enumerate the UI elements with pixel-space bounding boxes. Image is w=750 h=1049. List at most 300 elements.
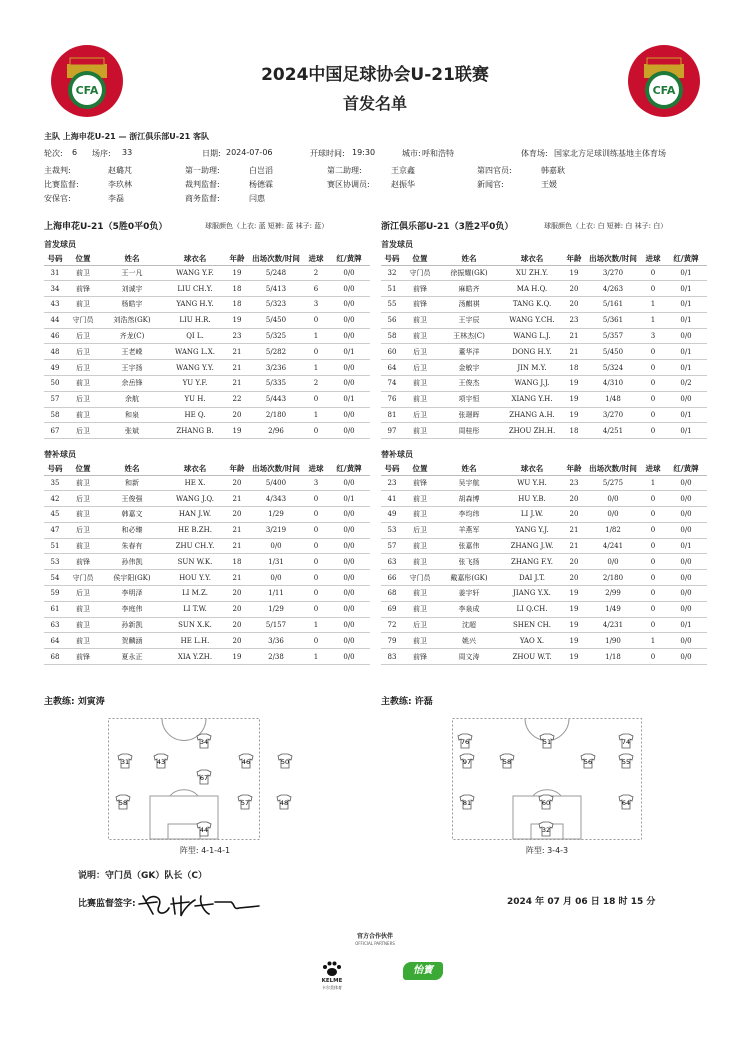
kelme-paw-icon [322,961,342,977]
table-cell: 前卫 [403,423,437,439]
table-cell: 后卫 [403,522,437,538]
player-number: 58 [502,758,512,766]
date-label: 日期: [202,149,221,158]
table-cell: 徐振耀(GK) [437,265,501,281]
column-header: 球衣名 [501,462,563,475]
table-cell: 5/325 [248,328,304,344]
table-cell: 5/275 [585,475,641,491]
table-cell: 56 [381,312,403,328]
table-cell: 32 [381,265,403,281]
table-cell: 18 [563,423,585,439]
table-row [44,601,370,617]
table-cell: LIU CH.Y. [164,281,226,297]
home-starters-table [44,252,370,439]
table-cell: 后卫 [66,328,100,344]
table-cell: 0 [641,538,665,554]
column-header: 进球 [304,462,328,475]
table-cell: ZHANG B. [164,423,226,439]
match-no-value: 33 [122,148,133,157]
table-cell: 0/0 [328,376,370,392]
table-cell: 5/400 [248,475,304,491]
table-cell: WANG Y.F. [164,265,226,281]
table-cell: XU ZH.Y. [501,265,563,281]
table-cell: 孙新凯 [100,617,164,633]
column-header: 位置 [403,252,437,265]
table-cell: 1 [304,407,328,423]
table-cell: 0 [304,633,328,649]
table-row [381,281,707,297]
official-name: 王京鑫 [391,166,415,175]
player-number: 48 [279,799,289,807]
table-cell: 20 [226,601,248,617]
table-cell: 4/263 [585,281,641,297]
table-row [44,407,370,423]
home-coach: 主教练: 刘寅涛 [44,697,105,707]
table-row [44,586,370,602]
table-cell: 21 [226,344,248,360]
column-header: 红/黄牌 [665,462,707,475]
table-cell: HU Y.B. [501,491,563,507]
table-cell: 22 [226,391,248,407]
table-cell: 0 [304,491,328,507]
officials-row [44,193,744,205]
table-cell: 0/0 [665,328,707,344]
table-cell: 58 [381,328,403,344]
column-header: 年龄 [563,252,585,265]
away-coach: 主教练: 许磊 [381,697,433,707]
player-number: 32 [541,826,551,834]
table-cell: HE X. [164,475,226,491]
player-number: 67 [199,774,209,782]
table-cell: 50 [44,376,66,392]
table-row [44,617,370,633]
player-number: 58 [118,799,128,807]
table-cell: 前卫 [403,491,437,507]
legend-note: 说明：守门员（GK）队长（C） [78,871,207,881]
table-cell: 李明泽 [100,586,164,602]
table-cell: 0 [304,507,328,523]
kickoff-value: 19:30 [352,148,376,157]
yibao-logo-text: 怡寳 [403,962,443,980]
table-cell: 0/0 [665,522,707,538]
svg-text:CFA: CFA [652,84,676,97]
table-cell: YANG H.Y. [164,297,226,313]
table-row [381,376,707,392]
table-cell: 5/157 [248,617,304,633]
table-row [44,633,370,649]
table-cell: 0/0 [328,328,370,344]
table-cell: 20 [563,491,585,507]
table-cell: 0 [641,423,665,439]
home-team-name: 上海申花U-21（5胜0平0负） [44,222,168,232]
table-cell: 0/0 [665,601,707,617]
table-cell: 4/251 [585,423,641,439]
table-cell: 守门员 [403,265,437,281]
table-cell: 2/180 [585,570,641,586]
official-name: 白岂滔 [249,166,273,175]
table-cell: 后卫 [403,344,437,360]
column-header: 位置 [403,462,437,475]
table-cell: 0/0 [665,475,707,491]
table-header-row [381,252,707,265]
table-cell: 0/0 [328,601,370,617]
player-shirt-icon [500,754,514,768]
table-cell: 0/1 [665,297,707,313]
player-number: 44 [199,826,209,834]
table-cell: 0 [304,522,328,538]
table-cell: 18 [226,281,248,297]
table-cell: 31 [44,265,66,281]
column-header: 号码 [44,252,66,265]
table-cell: 41 [381,491,403,507]
table-cell: 1 [641,633,665,649]
table-row [44,423,370,439]
table-cell: 王宇辰 [437,312,501,328]
table-cell: 20 [563,507,585,523]
table-row [381,423,707,439]
table-cell: LI J.W. [501,507,563,523]
table-cell: 0 [304,391,328,407]
table-cell: 23 [563,312,585,328]
table-cell: 48 [44,344,66,360]
venue-label: 体育场: [521,149,548,158]
table-cell: 23 [563,475,585,491]
home-formation: 阵型: 4-1-4-1 [179,846,231,855]
table-cell: 0 [304,586,328,602]
table-cell: 0 [641,522,665,538]
table-cell: 59 [44,586,66,602]
player-shirt-icon [619,754,633,768]
table-cell: ZHANG A.H. [501,407,563,423]
table-cell: WANG J.J. [501,376,563,392]
table-cell: 后卫 [66,391,100,407]
table-cell: 前锋 [66,649,100,665]
table-cell: 3 [641,328,665,344]
table-cell: 2/180 [248,407,304,423]
table-cell: 0/1 [665,538,707,554]
column-header: 姓名 [437,462,501,475]
table-cell: 1/11 [248,586,304,602]
table-cell: 麻皓齐 [437,281,501,297]
table-cell: 后卫 [403,407,437,423]
table-row [44,265,370,281]
table-cell: 0 [641,554,665,570]
player-number: 55 [621,758,631,766]
table-cell: 0/0 [328,633,370,649]
table-cell: 姚兴 [437,633,501,649]
table-cell: 51 [381,281,403,297]
table-row [44,312,370,328]
player-shirt-icon [540,734,554,748]
table-cell: 李均纬 [437,507,501,523]
table-cell: 和泉 [100,407,164,423]
official-label: 第四官员: [477,166,512,175]
table-cell: 前卫 [403,391,437,407]
table-row [381,491,707,507]
table-cell: 侯宇阳(GK) [100,570,164,586]
table-cell: YU Y.F. [164,376,226,392]
table-cell: 1 [641,312,665,328]
table-cell: 0/0 [328,554,370,570]
table-cell: 19 [226,649,248,665]
table-cell: YU H. [164,391,226,407]
table-cell: 0 [641,649,665,665]
table-cell: SUN X.K. [164,617,226,633]
table-cell: 0/0 [328,360,370,376]
table-cell: 前锋 [66,554,100,570]
table-cell: 1 [304,360,328,376]
table-cell: WANG J.Q. [164,491,226,507]
player-shirt-icon [118,754,132,768]
table-cell: ZHOU W.T. [501,649,563,665]
table-cell: 46 [44,328,66,344]
official-name: 李磊 [108,194,124,203]
table-cell: 20 [226,617,248,633]
player-shirt-icon [581,754,595,768]
table-cell: 0/1 [665,281,707,297]
table-cell: 97 [381,423,403,439]
table-cell: 0/0 [328,407,370,423]
table-cell: 前卫 [66,475,100,491]
table-cell: 0/0 [328,423,370,439]
table-cell: 20 [226,633,248,649]
player-number: 76 [460,738,470,746]
table-cell: 胡森博 [437,491,501,507]
table-cell: DONG H.Y. [501,344,563,360]
sign-timestamp: 2024 年 07 月 06 日 18 时 15 分 [507,897,656,907]
table-cell: 后卫 [66,586,100,602]
table-cell: 5/282 [248,344,304,360]
table-cell: 前卫 [66,538,100,554]
table-cell: 2 [304,265,328,281]
table-cell: 2/96 [248,423,304,439]
table-cell: 76 [381,391,403,407]
table-cell: 0 [641,265,665,281]
table-cell: 0/0 [248,538,304,554]
table-cell: 沈超 [437,617,501,633]
table-cell: 1/29 [248,601,304,617]
player-shirt-icon [277,795,291,809]
table-cell: 0 [304,312,328,328]
table-cell: YAO X. [501,633,563,649]
table-cell: 1/49 [585,601,641,617]
table-cell: 0/0 [328,617,370,633]
table-cell: 21 [226,491,248,507]
player-shirt-icon [539,795,553,809]
table-cell: 0 [304,554,328,570]
table-cell: HE Q. [164,407,226,423]
table-cell: 0/1 [665,423,707,439]
table-cell: 0/0 [665,554,707,570]
table-cell: 19 [563,376,585,392]
table-cell: 54 [44,570,66,586]
player-shirt-icon [539,822,553,836]
table-cell: 5/324 [585,360,641,376]
away-subs-table [381,462,707,665]
table-cell: 0 [304,601,328,617]
player-number: 60 [541,799,551,807]
table-cell: 李泉成 [437,601,501,617]
official-label: 商务监督: [185,194,220,203]
table-cell: 68 [381,586,403,602]
table-cell: 0 [641,281,665,297]
table-cell: 19 [226,265,248,281]
table-cell: SHEN CH. [501,617,563,633]
table-cell: 19 [226,312,248,328]
table-cell: 63 [44,617,66,633]
table-cell: 李庭伟 [100,601,164,617]
table-cell: 21 [563,538,585,554]
table-cell: 0/0 [328,538,370,554]
table-cell: 19 [226,423,248,439]
column-header: 进球 [641,252,665,265]
player-number: 97 [462,758,472,766]
table-cell: 3 [304,475,328,491]
column-header: 位置 [66,252,100,265]
player-shirt-icon [197,770,211,784]
table-cell: 0/0 [328,507,370,523]
table-cell: 刘诚宇 [100,281,164,297]
table-row [381,475,707,491]
officials-row [44,165,744,177]
table-cell: 0/0 [665,507,707,523]
table-cell: 0/0 [328,265,370,281]
table-cell: 前卫 [403,601,437,617]
player-shirt-icon [619,734,633,748]
table-cell: 0 [641,344,665,360]
match-no-label: 场序: [92,149,111,158]
table-cell: 19 [563,617,585,633]
table-cell: 5/361 [585,312,641,328]
table-cell: 0/0 [328,297,370,313]
table-cell: 项宇恒 [437,391,501,407]
table-cell: 0/0 [665,633,707,649]
page-title: 2024中国足球协会U-21联赛 [261,65,489,85]
away-subs-label: 替补球员 [381,450,413,459]
table-row [381,617,707,633]
table-cell: 前卫 [66,407,100,423]
table-cell: 张飞扬 [437,554,501,570]
table-row [381,538,707,554]
table-cell: 1/29 [248,507,304,523]
kelme-logo-text: KELME [321,978,343,984]
signature-image [135,890,265,920]
table-cell: 20 [226,586,248,602]
table-cell: 20 [226,507,248,523]
table-row [381,586,707,602]
table-cell: 6 [304,281,328,297]
table-cell: 20 [226,407,248,423]
table-cell: 74 [381,376,403,392]
table-cell: 55 [381,297,403,313]
table-cell: 前卫 [66,617,100,633]
table-row [381,554,707,570]
table-row [381,507,707,523]
table-cell: 前卫 [66,376,100,392]
column-header: 姓名 [100,462,164,475]
player-shirt-icon [197,734,211,748]
official-name: 李玖林 [108,180,132,189]
table-cell: 羊燕军 [437,522,501,538]
table-cell: 齐龙(C) [100,328,164,344]
table-cell: ZHANG F.Y. [501,554,563,570]
table-row [44,281,370,297]
table-cell: LI T.W. [164,601,226,617]
table-row [44,297,370,313]
player-shirt-icon [460,754,474,768]
table-cell: 0/1 [665,312,707,328]
table-cell: 3/219 [248,522,304,538]
table-cell: 王一凡 [100,265,164,281]
table-cell: 0/1 [665,265,707,281]
table-cell: 0/0 [328,475,370,491]
official-label: 安保官: [44,194,71,203]
player-number: 46 [241,758,251,766]
table-cell: 18 [226,297,248,313]
table-cell: 0/1 [328,391,370,407]
table-cell: 王林杰(C) [437,328,501,344]
player-number: 57 [240,799,250,807]
table-cell: WANG Y.Y. [164,360,226,376]
table-cell: 49 [381,507,403,523]
official-label: 主裁判: [44,166,71,175]
away-formation: 阵型: 3-4-3 [525,846,569,855]
table-cell: 0 [304,570,328,586]
table-cell: 2/38 [248,649,304,665]
table-cell: 51 [44,538,66,554]
table-cell: 57 [44,391,66,407]
match-meta-row [44,148,744,160]
table-cell: 20 [563,554,585,570]
table-row [381,312,707,328]
signature-label: 比赛监督签字: [78,899,136,909]
table-cell: 1 [641,297,665,313]
table-cell: 19 [563,601,585,617]
player-number: 43 [156,758,166,766]
table-cell: JIN M.Y. [501,360,563,376]
table-cell: 1 [304,328,328,344]
table-cell: 19 [563,586,585,602]
table-cell: 2/99 [585,586,641,602]
player-number: 56 [583,758,593,766]
player-number: 51 [542,738,552,746]
table-cell: XIANG Y.H. [501,391,563,407]
table-cell: 前卫 [403,507,437,523]
table-cell: WANG L.X. [164,344,226,360]
table-cell: 34 [44,281,66,297]
table-cell: 和新 [100,475,164,491]
table-cell: 0/0 [328,586,370,602]
table-row [381,297,707,313]
home-formation-pitch [108,718,300,840]
player-shirt-icon [197,822,211,836]
table-cell: 余航 [100,391,164,407]
table-cell: 汤麒祺 [437,297,501,313]
table-cell: 姜宇轩 [437,586,501,602]
player-shirt-icon [460,795,474,809]
away-kit-colors: 球服颜色（上衣: 白 短裤: 白 袜子: 白） [544,222,668,230]
table-cell: XIA Y.ZH. [164,649,226,665]
column-header: 年龄 [226,252,248,265]
column-header: 球衣名 [164,252,226,265]
table-cell: 0 [641,391,665,407]
player-shirt-icon [619,795,633,809]
official-label: 第一助理: [185,166,220,175]
away-starters-label: 首发球员 [381,240,413,249]
table-cell: 0 [304,344,328,360]
player-shirt-icon [239,754,253,768]
table-cell: 20 [563,297,585,313]
